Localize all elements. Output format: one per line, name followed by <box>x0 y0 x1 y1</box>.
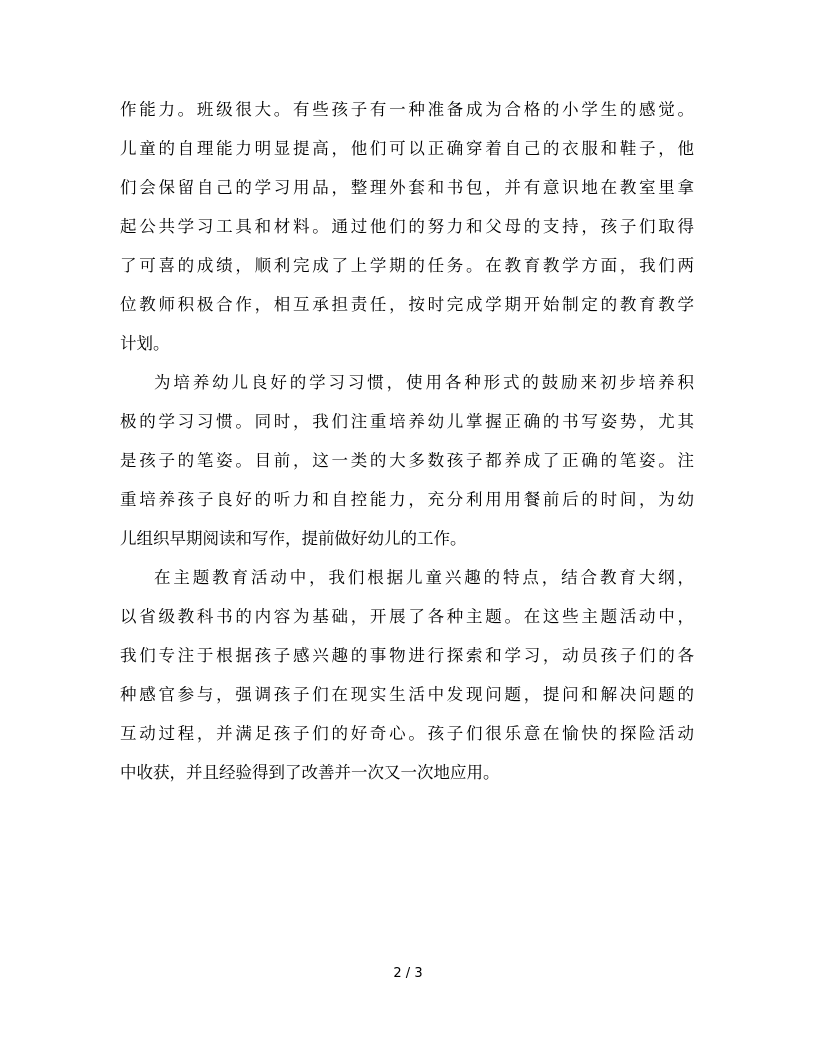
paragraph-3 <box>120 568 694 783</box>
text-line: 以省级教科书的内容为基础，开展了各种主题。在这些主题活动中， <box>120 607 694 626</box>
document-body <box>120 100 694 783</box>
text-line: 了可喜的成绩，顺利完成了上学期的任务。在教育教学方面，我们两 <box>120 256 694 275</box>
text-line: 儿童的自理能力明显提高，他们可以正确穿着自己的衣服和鞋子，他 <box>120 139 694 158</box>
text-line: 位教师积极合作，相互承担责任，按时完成学期开始制定的教育教学 <box>120 295 694 314</box>
text-line: 们会保留自己的学习用品，整理外套和书包，并有意识地在教室里拿 <box>120 178 694 197</box>
text-line: 计划。 <box>120 334 170 353</box>
text-line: 互动过程，并满足孩子们的好奇心。孩子们很乐意在愉快的探险活动 <box>120 724 694 743</box>
text-line: 中收获，并且经验得到了改善并一次又一次地应用。 <box>120 763 500 782</box>
page-number: 2 / 3 <box>393 966 423 981</box>
text-line: 极的学习习惯。同时，我们注重培养幼儿掌握正确的书写姿势，尤其 <box>120 412 694 431</box>
text-line: 是孩子的笔姿。目前，这一类的大多数孩子都养成了正确的笔姿。注 <box>120 451 694 470</box>
text-line: 起公共学习工具和材料。通过他们的努力和父母的支持，孩子们取得 <box>120 217 694 236</box>
text-line: 儿组织早期阅读和写作，提前做好幼儿的工作。 <box>120 529 467 548</box>
text-line: 重培养孩子良好的听力和自控能力，充分利用用餐前后的时间，为幼 <box>120 490 694 509</box>
text-line: 种感官参与，强调孩子们在现实生活中发现问题，提问和解决问题的 <box>120 685 694 704</box>
paragraph-2 <box>120 373 694 568</box>
paragraph-1 <box>120 100 694 373</box>
text-line: 在主题教育活动中，我们根据儿童兴趣的特点，结合教育大纲， <box>154 568 694 587</box>
text-line: 为培养幼儿良好的学习习惯，使用各种形式的鼓励来初步培养积 <box>154 373 694 392</box>
text-line: 我们专注于根据孩子感兴趣的事物进行探索和学习，动员孩子们的各 <box>120 646 694 665</box>
text-line: 作能力。班级很大。有些孩子有一种准备成为合格的小学生的感觉。 <box>120 100 694 119</box>
